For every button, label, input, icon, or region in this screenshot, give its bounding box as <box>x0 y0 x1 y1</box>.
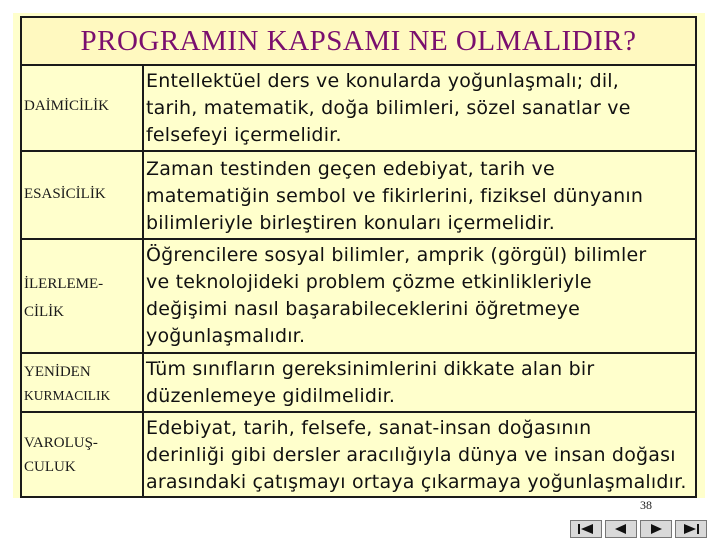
row-label <box>24 270 142 326</box>
bottom-border <box>20 496 697 498</box>
label-line: VAROLUŞ- <box>24 435 98 451</box>
triangle-left-icon <box>610 523 632 535</box>
title-box <box>20 16 697 66</box>
row-label <box>24 94 142 118</box>
label-line: CİLİK <box>24 304 64 320</box>
text-line: Tüm sınıfların gereksinimlerini dikkate alan bir <box>146 358 595 380</box>
row-text <box>146 242 696 350</box>
column-divider <box>142 66 144 498</box>
text-line: matematiğin sembol ve fikirlerini, fiziksel dünyanın <box>146 185 644 207</box>
skip-forward-icon <box>680 523 702 535</box>
row-label <box>24 182 142 206</box>
row-label <box>24 360 142 408</box>
text-line: derinliği gibi dersler aracılığıyla dünya ve insan doğası <box>146 444 676 466</box>
label-line: YENİDEN <box>24 364 91 380</box>
label-line: KURMACILIK <box>24 388 111 403</box>
row-divider <box>20 352 697 354</box>
text-line: bilimleriyle birleştiren konuları içermelidir. <box>146 212 556 234</box>
label-line: İLERLEME- <box>24 276 104 292</box>
page-title: PROGRAMIN KAPSAMI NE OLMALIDIR? <box>80 24 637 57</box>
left-border <box>20 66 22 498</box>
text-line: Edebiyat, tarih, felsefe, sanat-insan doğasının <box>146 417 592 439</box>
text-line: Entellektüel ders ve konularda yoğunlaşmalı; dil, <box>146 70 620 92</box>
text-line: düzenlemeye gidilmelidir. <box>146 385 396 407</box>
text-line: arasındaki çatışmayı ortaya çıkarmaya yoğunlaşmalıdır. <box>146 471 687 493</box>
next-slide-button[interactable] <box>640 520 672 538</box>
row-label <box>24 431 142 479</box>
page-number: 38 <box>640 498 652 512</box>
last-slide-button[interactable] <box>675 520 707 538</box>
previous-slide-button[interactable] <box>605 520 637 538</box>
slide-navigation <box>570 520 707 538</box>
label-line: ESASİCİLİK <box>24 186 106 202</box>
text-line: Öğrencilere sosyal bilimler, amprik (görgül) bilimler <box>146 244 647 266</box>
label-line: CULUK <box>24 459 76 475</box>
text-line: ve teknolojideki problem çözme etkinlikleriyle <box>146 271 592 293</box>
first-slide-button[interactable] <box>570 520 602 538</box>
text-line: yoğunlaşmalıdır. <box>146 325 306 347</box>
skip-back-icon <box>575 523 597 535</box>
text-line: tarih, matematik, doğa bilimleri, sözel sanatlar ve <box>146 97 631 119</box>
row-text <box>146 156 696 237</box>
label-line: DAİMİCİLİK <box>24 98 109 114</box>
text-line: değişimi nasıl başarabileceklerini öğretmeye <box>146 298 580 320</box>
row-text <box>146 356 696 410</box>
row-divider <box>20 411 697 413</box>
row-divider <box>20 238 697 240</box>
triangle-right-icon <box>645 523 667 535</box>
text-line: Zaman testinden geçen edebiyat, tarih ve <box>146 158 555 180</box>
row-divider <box>20 150 697 152</box>
row-text <box>146 415 696 496</box>
row-text <box>146 68 696 149</box>
text-line: felsefeyi içermelidir. <box>146 124 342 146</box>
